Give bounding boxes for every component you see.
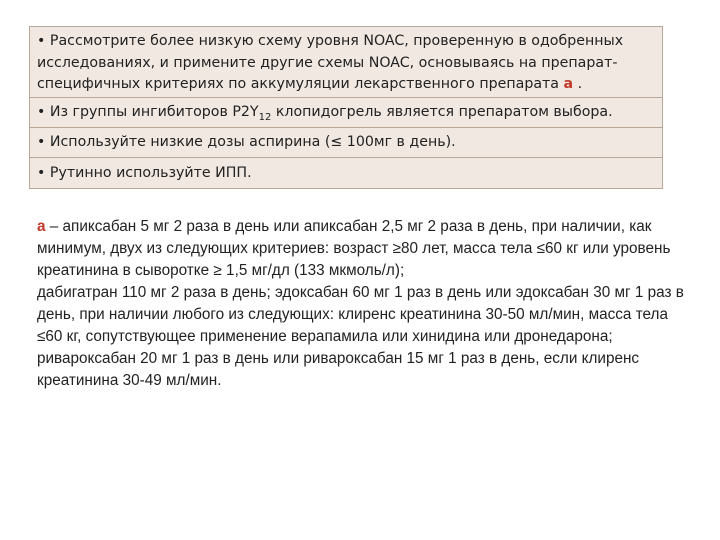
footnote-line-1: [37, 216, 687, 282]
footnote-line-2: дабигатран 110 мг 2 раза в день; эдоксабан 60 мг 1 раз в день или эдоксабан 30 мг 1 раз в день, при наличии любого из следующих: клиренс креатинина 30-50 мл/мин, масса тела ≤60 кг, сопутствующее применение верапамила или хинидина или дронедарона;: [37, 284, 684, 345]
bullet: •: [37, 33, 46, 49]
bullet: •: [37, 134, 46, 150]
recommendation-text: Используйте низкие дозы аспирина (≤ 100мг в день).: [49, 134, 456, 150]
recommendation-row-2: [30, 98, 662, 128]
footnote-dash: –: [45, 218, 63, 235]
recommendation-text: Из группы ингибиторов P2Y: [49, 104, 259, 120]
footnote-text: апиксабан 5 мг 2 раза в день или апиксабан 2,5 мг 2 раза в день, при наличии, как минимум, двух из следующих критериев: возраст ≥80 лет, масса тела ≤60 кг или уровень креатинина в сыворотке ≥ 1,5 мг/дл (133 мкмоль/л);: [37, 218, 671, 279]
footnote-marker: a: [563, 76, 574, 92]
bullet: •: [37, 104, 46, 120]
recommendation-text: Рутинно используйте ИПП.: [49, 165, 252, 181]
recommendation-text-after: клопидогрель является препаратом выбора.: [275, 104, 613, 120]
recommendation-row-3: [30, 128, 662, 158]
recommendation-row-4: [30, 158, 662, 188]
recommendations-table: [29, 26, 663, 189]
recommendation-text: Рассмотрите более низкую схему уровня NOAC, проверенную в одобренных исследованиях, и примените другие схемы NOAC, основываясь на препарат-специфичных критериях по аккумуляции лекарственного препарата: [37, 33, 624, 92]
bullet: •: [37, 165, 46, 181]
recommendation-row-1: [30, 27, 662, 98]
footnote-marker: а: [37, 218, 46, 235]
recommendation-end: .: [577, 76, 583, 92]
subscript: 12: [258, 111, 272, 123]
footnote-line-3: ривароксабан 20 мг 1 раз в день или ривароксабан 15 мг 1 раз в день, если клиренс креатинина 30-49 мл/мин.: [37, 350, 640, 389]
footnote: [37, 216, 687, 392]
